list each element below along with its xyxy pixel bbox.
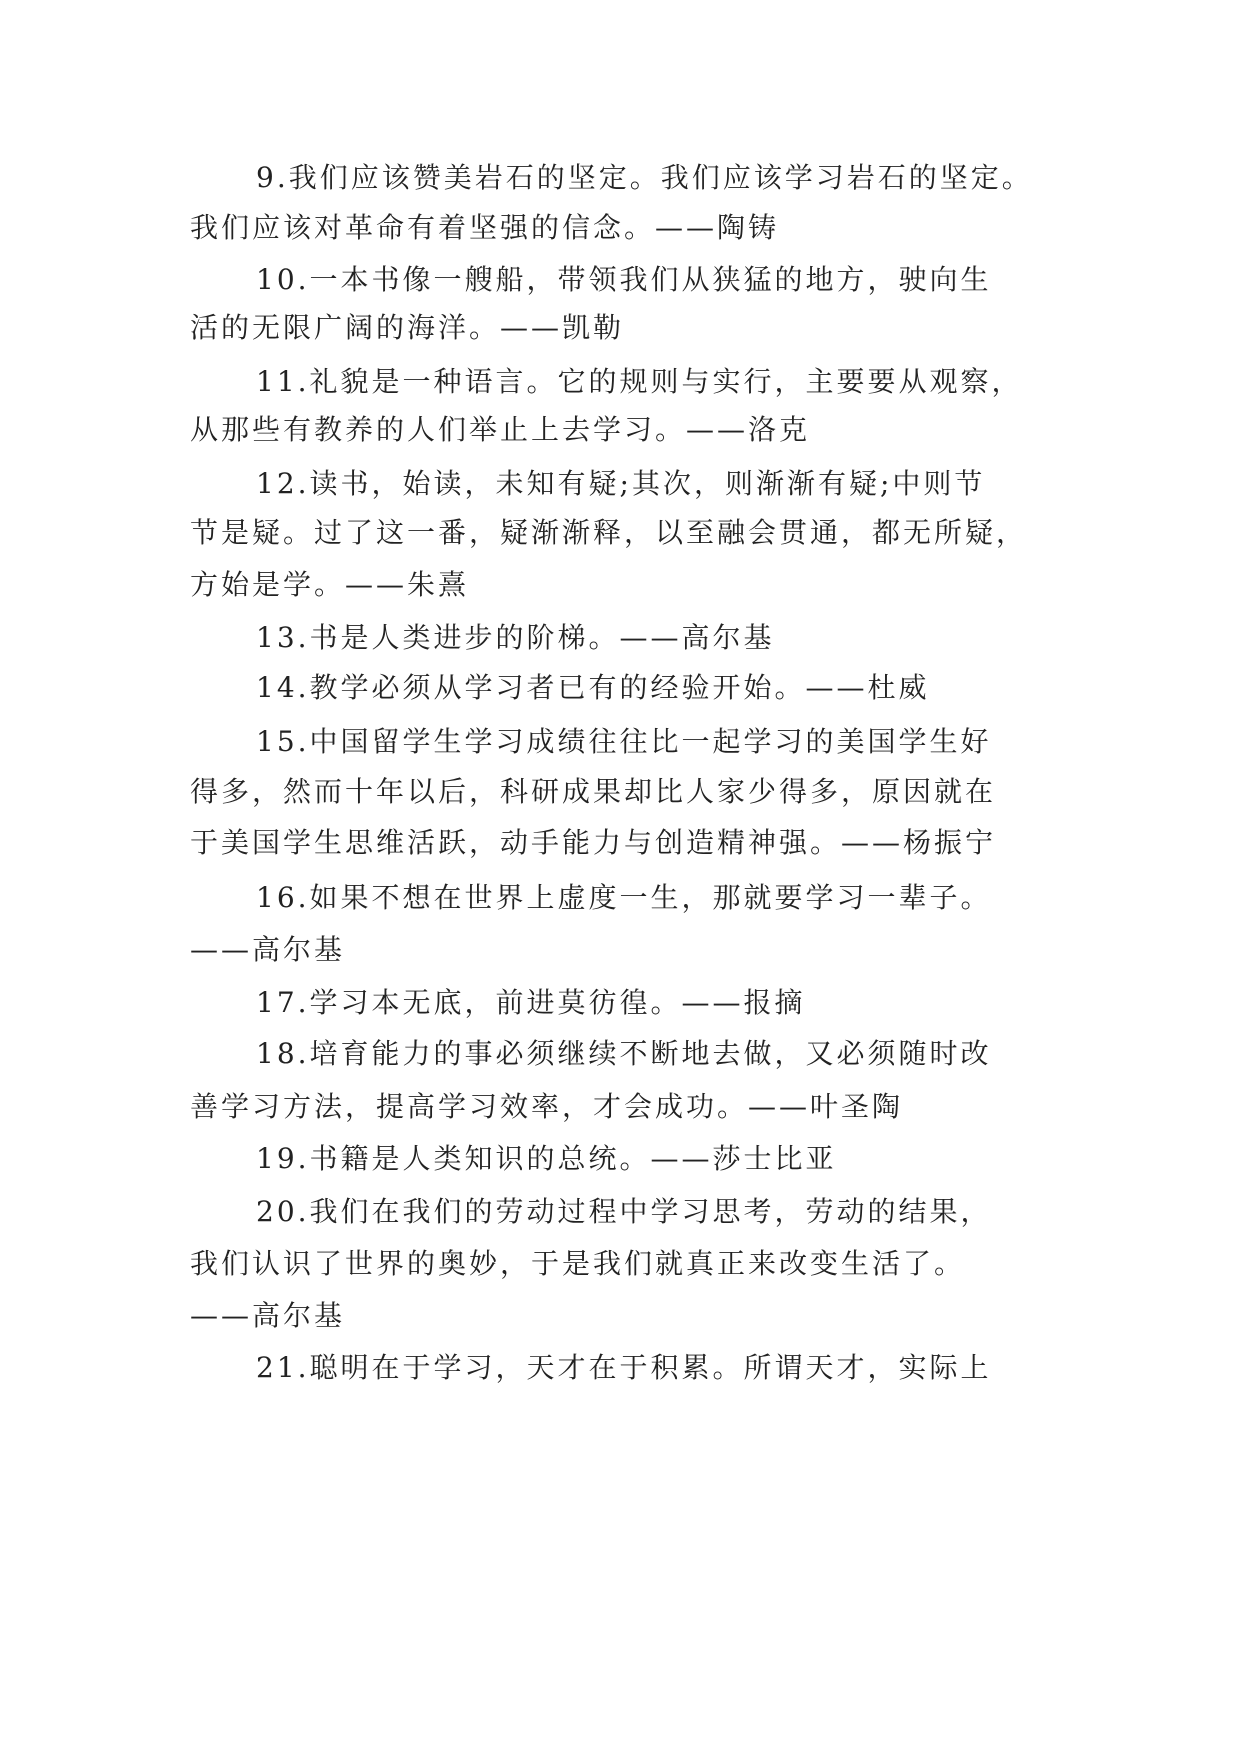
text-line: 21.聪明在于学习，天才在于积累。所谓天才，实际上 <box>256 1351 992 1384</box>
text-line: 方始是学。——朱熹 <box>190 568 470 601</box>
text-line: ——高尔基 <box>190 1299 346 1332</box>
text-line: 14.教学必须从学习者已有的经验开始。——杜威 <box>256 671 930 704</box>
text-line: 12.读书，始读，未知有疑;其次，则渐渐有疑;中则节 <box>256 467 986 500</box>
text-line: 9.我们应该赞美岩石的坚定。我们应该学习岩石的坚定。 <box>256 161 1033 194</box>
text-line: 从那些有教养的人们举止上去学习。——洛克 <box>190 413 811 446</box>
text-line: 我们应该对革命有着坚强的信念。——陶铸 <box>190 211 780 244</box>
text-line: 10.一本书像一艘船，带领我们从狭猛的地方，驶向生 <box>256 263 992 296</box>
text-line: 19.书籍是人类知识的总统。——莎士比亚 <box>256 1142 837 1175</box>
text-line: 15.中国留学生学习成绩往往比一起学习的美国学生好 <box>256 725 992 758</box>
text-line: ——高尔基 <box>190 933 346 966</box>
text-line: 活的无限广阔的海洋。——凯勒 <box>190 311 625 344</box>
text-line: 13.书是人类进步的阶梯。——高尔基 <box>256 621 775 654</box>
text-line: 17.学习本无底，前进莫彷徨。——报摘 <box>256 986 806 1019</box>
text-line: 我们认识了世界的奥妙，于是我们就真正来改变生活了。 <box>190 1247 966 1280</box>
text-line: 善学习方法，提高学习效率，才会成功。——叶圣陶 <box>190 1090 904 1123</box>
text-line: 11.礼貌是一种语言。它的规则与实行，主要要从观察， <box>256 365 1023 398</box>
text-line: 节是疑。过了这一番，疑渐渐释，以至融会贯通，都无所疑， <box>190 516 1028 549</box>
text-line: 于美国学生思维活跃，动手能力与创造精神强。——杨振宁 <box>190 826 997 859</box>
text-line: 得多，然而十年以后，科研成果却比人家少得多，原因就在 <box>190 775 997 808</box>
text-line: 18.培育能力的事必须继续不断地去做，又必须随时改 <box>256 1037 992 1070</box>
text-line: 16.如果不想在世界上虚度一生，那就要学习一辈子。 <box>256 881 992 914</box>
text-line: 20.我们在我们的劳动过程中学习思考，劳动的结果， <box>256 1195 992 1228</box>
